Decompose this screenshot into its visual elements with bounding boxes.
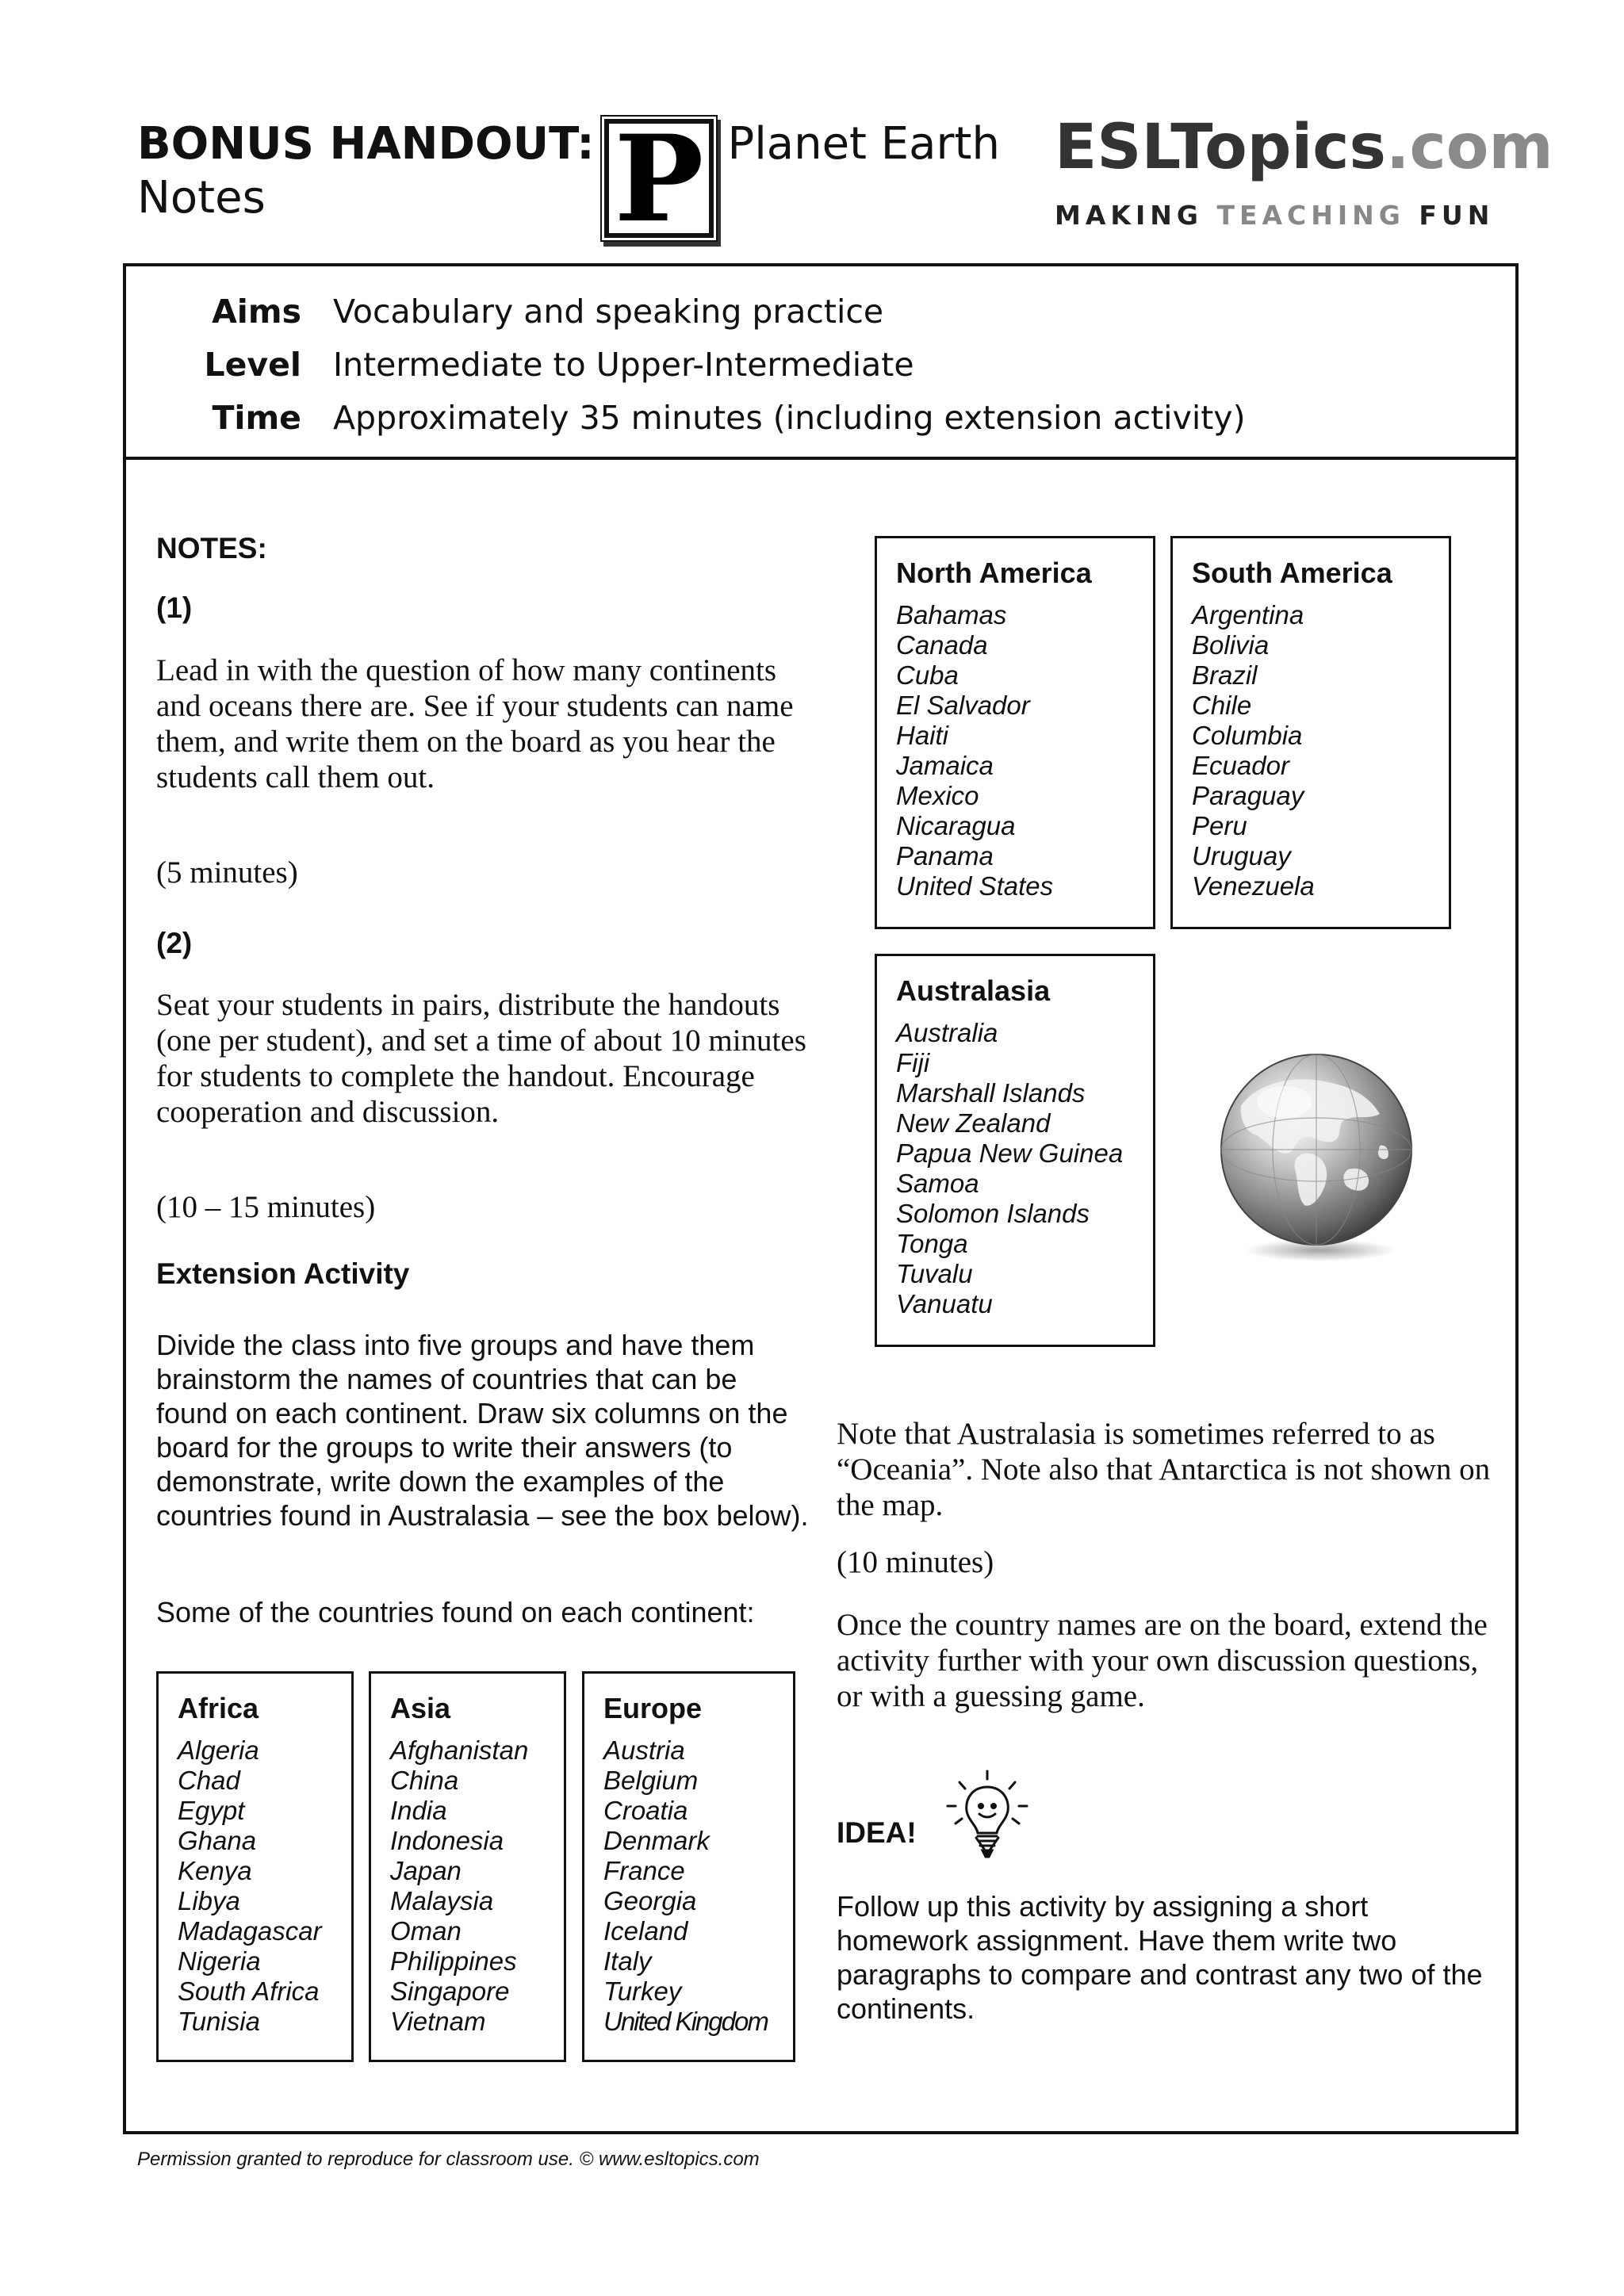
aims-divider bbox=[123, 457, 1519, 460]
list-item: Iceland bbox=[603, 1916, 688, 1946]
list-item: Indonesia bbox=[390, 1826, 504, 1855]
list-item: Croatia bbox=[603, 1796, 688, 1825]
list-item: Ghana bbox=[178, 1826, 257, 1855]
list-item: Libya bbox=[178, 1886, 240, 1915]
list-item: Bahamas bbox=[896, 600, 1007, 629]
list-item: Algeria bbox=[178, 1735, 259, 1765]
list-item: Bolivia bbox=[1192, 630, 1270, 660]
level-row: Level Intermediate to Upper-Intermediate bbox=[204, 346, 914, 384]
brand-tagline: MAKING TEACHING FUN bbox=[1055, 200, 1495, 231]
list-item: Marshall Islands bbox=[896, 1078, 1086, 1108]
list-item: Argentina bbox=[1192, 600, 1304, 629]
step-2-time: (10 – 15 minutes) bbox=[156, 1190, 376, 1224]
list-item: Papua New Guinea bbox=[896, 1138, 1124, 1168]
africa-box: Africa Algeria Chad Egypt Ghana Kenya Libya Madagascar Nigeria South Africa Tunisia bbox=[156, 1671, 354, 2062]
list-item: El Salvador bbox=[896, 691, 1030, 720]
list-item: Peru bbox=[1192, 811, 1247, 840]
list-item: Mexico bbox=[896, 781, 979, 810]
list-item: Tunisia bbox=[178, 2007, 260, 2036]
lightbulb-icon bbox=[940, 1768, 1035, 1863]
list-item: Egypt bbox=[178, 1796, 245, 1825]
list-item: Malaysia bbox=[390, 1886, 494, 1915]
list-item: Solomon Islands bbox=[896, 1199, 1090, 1228]
step-1-heading: (1) bbox=[156, 591, 193, 624]
europe-box: Europe Austria Belgium Croatia Denmark France Georgia Iceland Italy Turkey United Kingdom bbox=[582, 1671, 795, 2062]
step-1-time: (5 minutes) bbox=[156, 855, 298, 890]
list-item: Canada bbox=[896, 630, 988, 660]
list-item: New Zealand bbox=[896, 1108, 1051, 1138]
list-item: Denmark bbox=[603, 1826, 710, 1855]
idea-text: Follow up this activity by assigning a short homework assignment. Have them write two paragraphs to compare and contrast any two of the continents. bbox=[837, 1890, 1483, 2025]
list-item: Fiji bbox=[896, 1048, 930, 1077]
list-item: France bbox=[603, 1856, 685, 1885]
brand-logo: ESLTopics.com bbox=[1055, 112, 1553, 183]
list-item: Philippines bbox=[390, 1946, 517, 1976]
notes-heading: NOTES: bbox=[156, 532, 267, 564]
list-item: Georgia bbox=[603, 1886, 697, 1915]
list-item: Austria bbox=[603, 1735, 685, 1765]
list-item: South Africa bbox=[178, 1976, 320, 2006]
footer: Permission granted to reproduce for classroom use. © www.esltopics.com bbox=[137, 2149, 760, 2170]
once-text: Once the country names are on the board, extend the activity further with your own discussion questions, or with a guessing game. bbox=[837, 1608, 1488, 1713]
page-title: BONUS HANDOUT: Planet Earth Notes bbox=[137, 118, 1000, 224]
north-america-box: North America Bahamas Canada Cuba El Salvador Haiti Jamaica Mexico Nicaragua Panama United States bbox=[875, 536, 1155, 929]
list-item: Brazil bbox=[1192, 660, 1258, 690]
list-item: Oman bbox=[390, 1916, 462, 1946]
list-item: Madagascar bbox=[178, 1916, 322, 1946]
list-item: Columbia bbox=[1192, 721, 1303, 750]
list-item: Paraguay bbox=[1192, 781, 1304, 810]
list-item: Chile bbox=[1192, 691, 1252, 720]
list-item: Haiti bbox=[896, 721, 949, 750]
list-item: Jamaica bbox=[896, 751, 994, 780]
list-item: Tonga bbox=[896, 1229, 968, 1258]
time-row: Time Approximately 35 minutes (including extension activity) bbox=[212, 399, 1246, 437]
list-item: Vanuatu bbox=[896, 1289, 993, 1318]
list-item: Singapore bbox=[390, 1976, 510, 2006]
list-item: Afghanistan bbox=[390, 1735, 529, 1765]
list-item: Chad bbox=[178, 1766, 240, 1795]
extension-text: Divide the class into five groups and have them brainstorm the names of countries that can be found on each continent. Draw six columns on the board for the groups to write their answers (to demonstrate, write down the examples of the countries found in Australasia – see the box below). bbox=[156, 1329, 809, 1532]
list-item: Australia bbox=[896, 1018, 998, 1047]
extension-heading: Extension Activity bbox=[156, 1257, 410, 1290]
list-item: Belgium bbox=[603, 1766, 699, 1795]
list-item: Uruguay bbox=[1192, 841, 1291, 871]
list-item: Venezuela bbox=[1192, 871, 1315, 901]
list-item: Tuvalu bbox=[896, 1259, 973, 1288]
list-item: United Kingdom bbox=[603, 2007, 768, 2036]
countries-intro: Some of the countries found on each continent: bbox=[156, 1596, 755, 1628]
step-1-text: Lead in with the question of how many continents and oceans there are. See if your students can name them, and write them on the board as you hear the students call them out. bbox=[156, 653, 794, 794]
step-2-heading: (2) bbox=[156, 927, 193, 959]
list-item: Turkey bbox=[603, 1976, 682, 2006]
oceania-note: Note that Australasia is sometimes referred to as “Oceania”. Note also that Antarctica is not shown on the map. bbox=[837, 1417, 1491, 1522]
list-item: Vietnam bbox=[390, 2007, 486, 2036]
list-item: Nigeria bbox=[178, 1946, 261, 1976]
list-item: China bbox=[390, 1766, 459, 1795]
list-item: Ecuador bbox=[1192, 751, 1289, 780]
idea-label: IDEA! bbox=[837, 1816, 917, 1849]
list-item: Samoa bbox=[896, 1169, 979, 1198]
globe-icon bbox=[1209, 1050, 1423, 1265]
australasia-box: Australasia Australia Fiji Marshall Islands New Zealand Papua New Guinea Samoa Solomon Islands Tonga Tuvalu Vanuatu bbox=[875, 954, 1155, 1347]
step-2-text: Seat your students in pairs, distribute the handouts (one per student), and set a time of about 10 minutes for students to complete the handout. Encourage cooperation and discussion. bbox=[156, 988, 806, 1129]
list-item: Nicaragua bbox=[896, 811, 1016, 840]
extension-time: (10 minutes) bbox=[837, 1545, 994, 1579]
south-america-box: South America Argentina Bolivia Brazil Chile Columbia Ecuador Paraguay Peru Uruguay Venezuela bbox=[1170, 536, 1451, 929]
list-item: Cuba bbox=[896, 660, 959, 690]
list-item: Italy bbox=[603, 1946, 652, 1976]
aims-row: Aims Vocabulary and speaking practice bbox=[212, 293, 884, 331]
list-item: Kenya bbox=[178, 1856, 252, 1885]
list-item: Panama bbox=[896, 841, 994, 871]
list-item: India bbox=[390, 1796, 447, 1825]
p-logo-icon: P bbox=[604, 119, 714, 238]
list-item: United States bbox=[896, 871, 1054, 901]
asia-box: Asia Afghanistan China India Indonesia Japan Malaysia Oman Philippines Singapore Vietnam bbox=[369, 1671, 566, 2062]
list-item: Japan bbox=[390, 1856, 462, 1885]
